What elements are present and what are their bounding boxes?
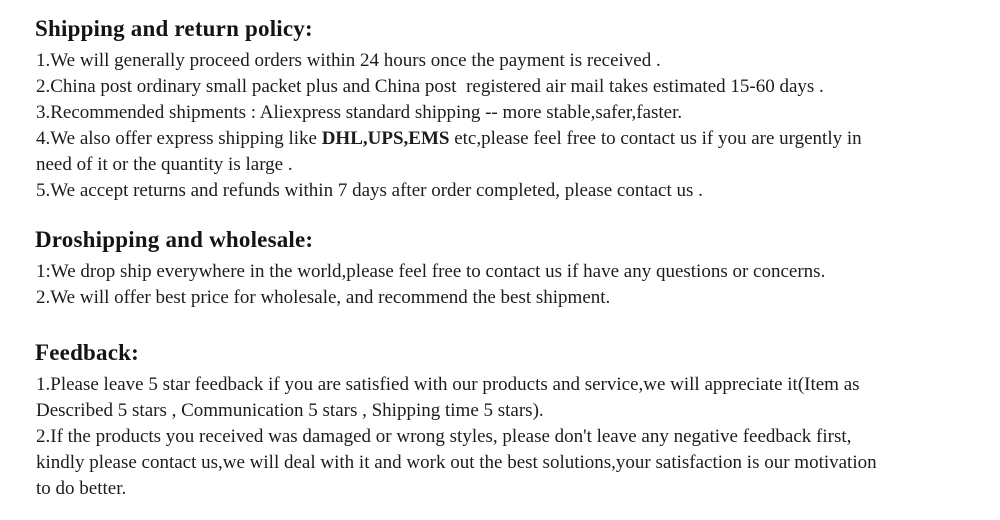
text-segment: etc,please feel free to contact us if you are urgently in <box>449 128 862 149</box>
policy-line <box>35 74 980 100</box>
text-segment: 2.If the products you received was damaged or wrong styles, please don't leave any negative feedback first, <box>36 426 852 447</box>
policy-section <box>35 14 980 204</box>
policy-line <box>35 398 980 424</box>
policy-section <box>35 225 980 311</box>
text-segment: 4.We also offer express shipping like <box>36 128 322 149</box>
text-segment: need of it or the quantity is large . <box>36 154 293 175</box>
policy-line <box>35 424 980 450</box>
text-segment: 2.We will offer best price for wholesale, and recommend the best shipment. <box>36 287 611 308</box>
policy-section <box>35 338 980 502</box>
policy-line <box>35 48 980 74</box>
policy-line <box>35 476 980 502</box>
policy-line <box>35 372 980 398</box>
text-segment: Described 5 stars , Communication 5 stars , Shipping time 5 stars). <box>36 400 544 421</box>
text-segment: 1.Please leave 5 star feedback if you are satisfied with our products and service,we will appreciate it(Item as <box>36 374 860 395</box>
policy-line <box>35 100 980 126</box>
section-heading: Feedback: <box>35 340 140 365</box>
section-heading: Droshipping and wholesale: <box>35 227 314 252</box>
policy-line <box>35 152 980 178</box>
policy-line <box>35 450 980 476</box>
text-segment: 5.We accept returns and refunds within 7 days after order completed, please contact us . <box>36 180 703 201</box>
bold-text-segment: DHL,UPS,EMS <box>321 128 450 149</box>
policy-line <box>35 285 980 311</box>
text-segment: 2.China post ordinary small packet plus and China post registered air mail takes estimated 15-60 days . <box>36 76 824 97</box>
text-segment: kindly please contact us,we will deal with it and work out the best solutions,your satisfaction is our motivation <box>36 452 877 473</box>
text-segment: 3.Recommended shipments : Aliexpress standard shipping -- more stable,safer,faster. <box>36 102 683 123</box>
policy-line <box>35 126 980 152</box>
section-heading: Shipping and return policy: <box>35 16 313 41</box>
text-segment: to do better. <box>36 478 127 499</box>
text-segment: 1:We drop ship everywhere in the world,please feel free to contact us if have any questions or concerns. <box>36 261 826 282</box>
text-segment: 1.We will generally proceed orders within 24 hours once the payment is received . <box>36 50 661 71</box>
policy-line <box>35 178 980 204</box>
policy-line <box>35 259 980 285</box>
